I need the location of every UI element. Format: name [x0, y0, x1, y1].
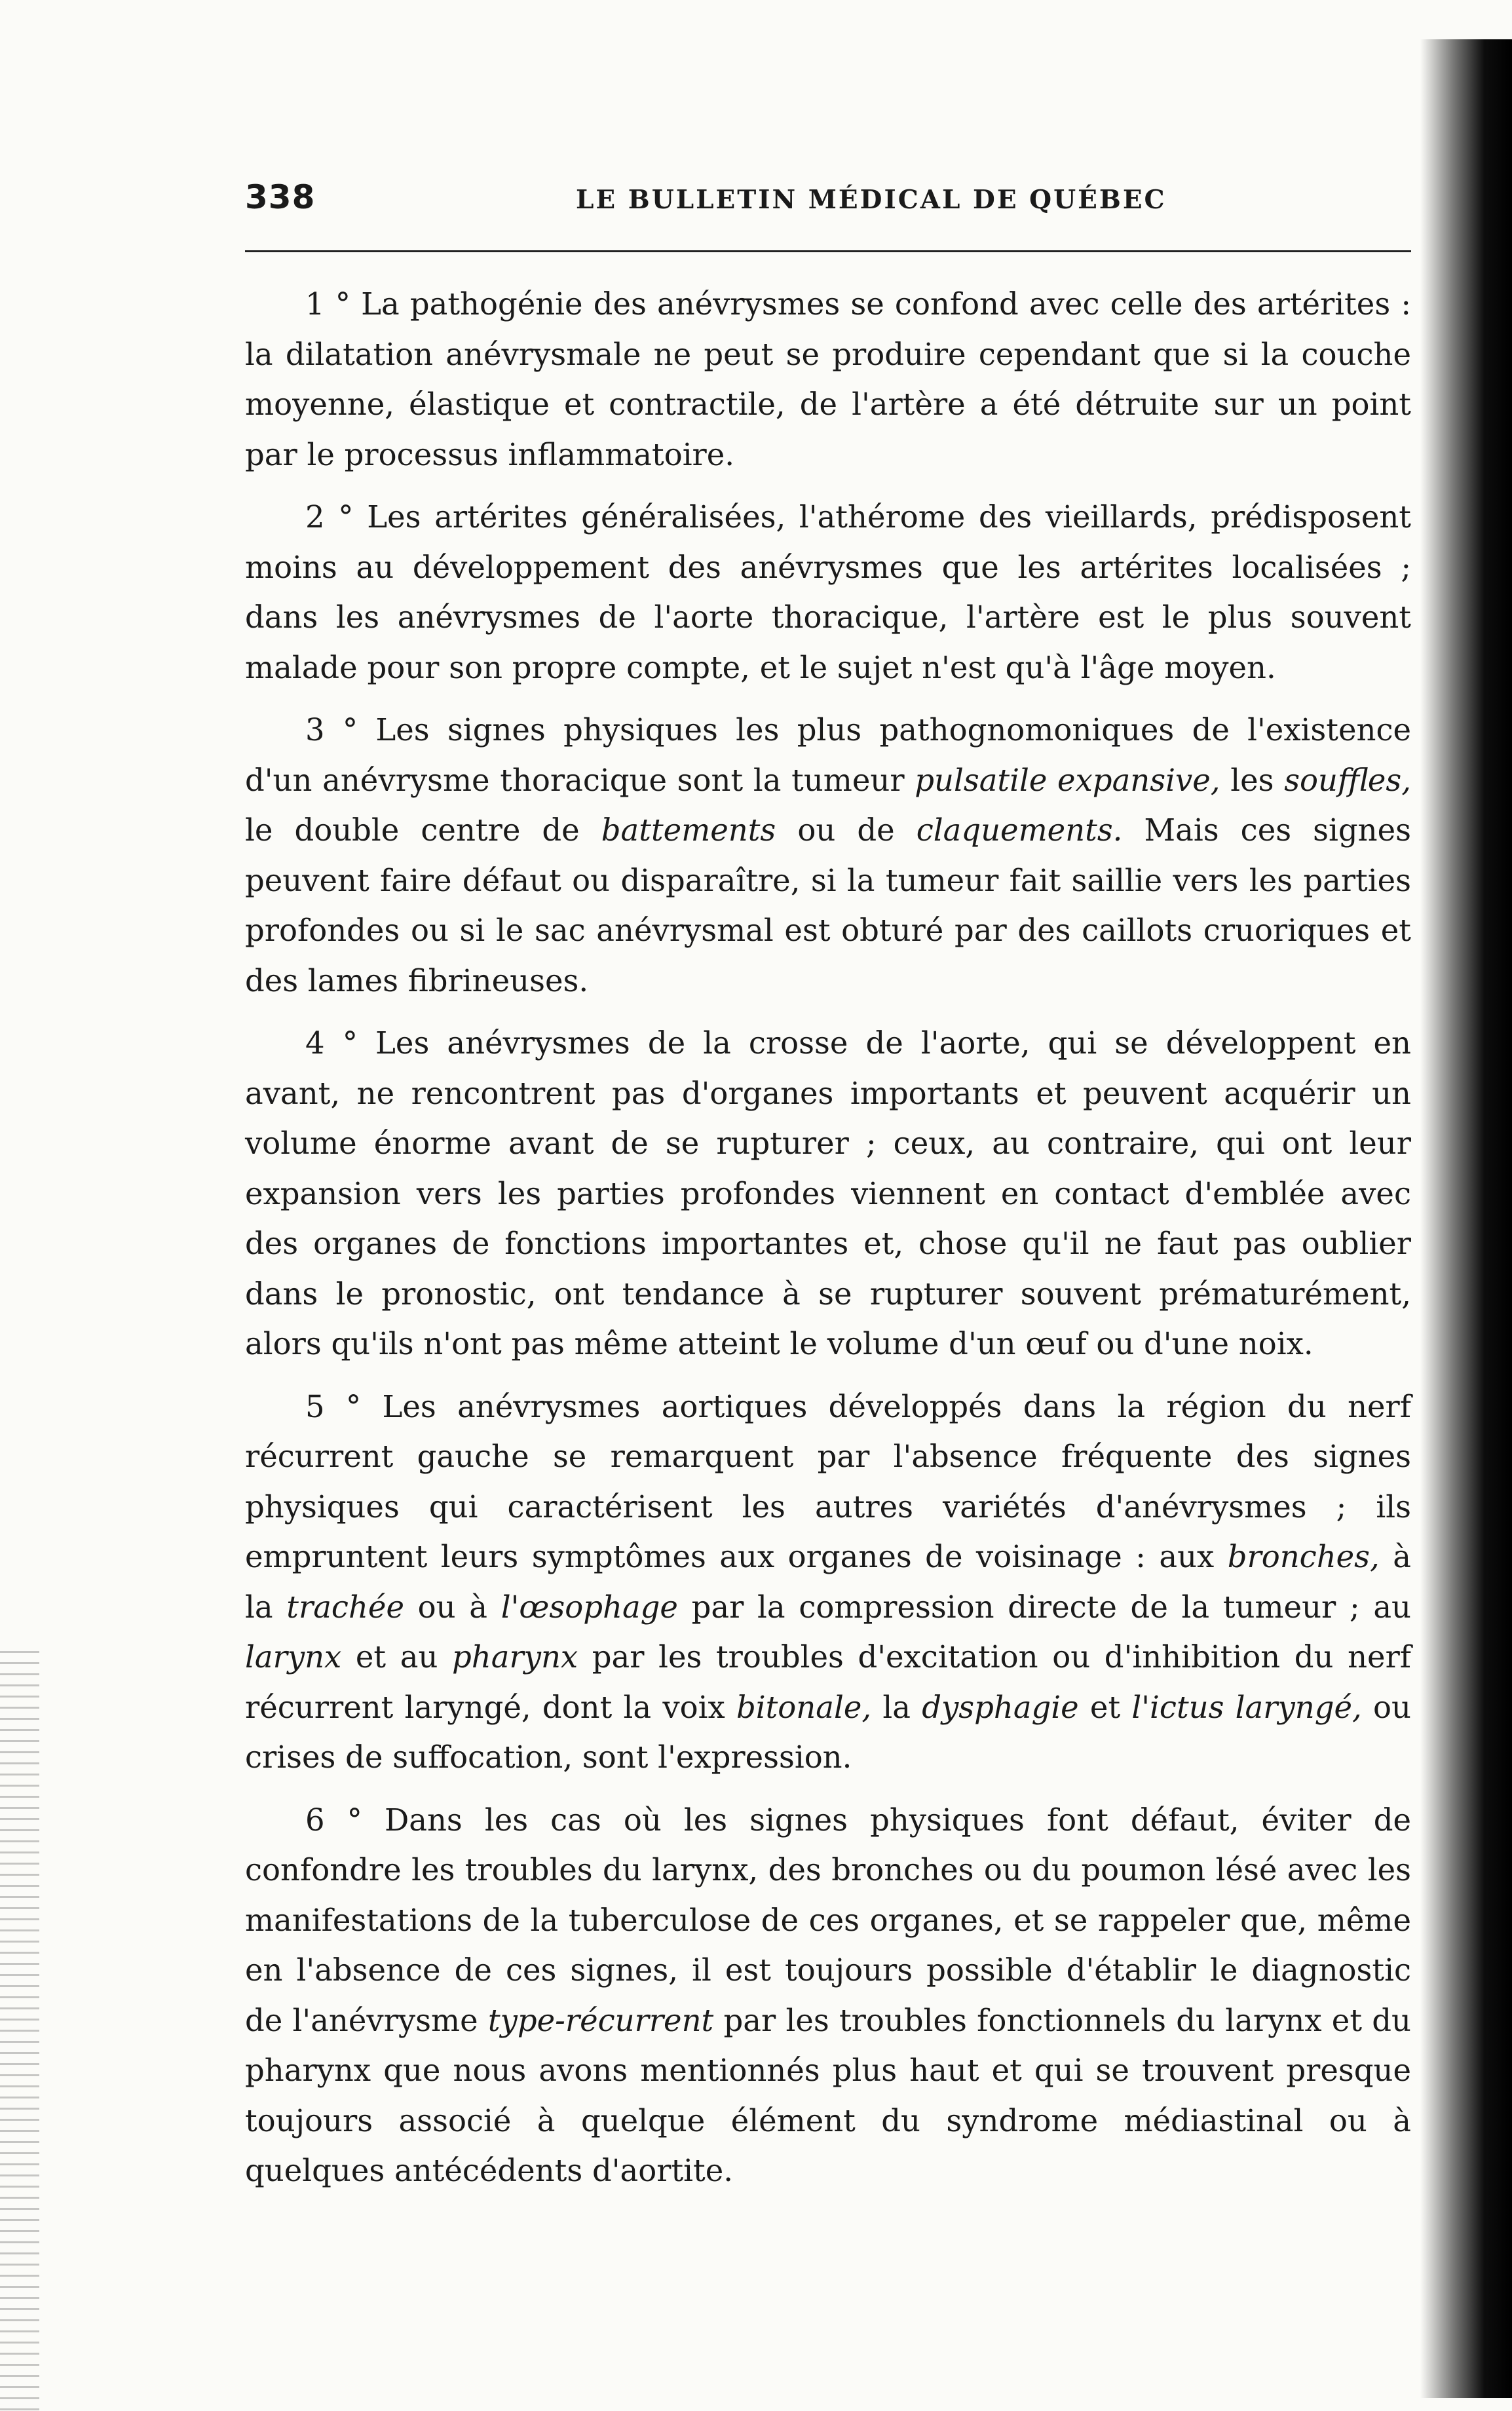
paragraph-6 [245, 1795, 1411, 2196]
paragraph-text: par la compression directe de la tumeur ; au [677, 1589, 1411, 1625]
paragraph-text: les [1220, 762, 1285, 798]
page-number: 338 [245, 178, 316, 216]
paragraph-text: ou crises de suffocation, sont l'expression. [245, 1689, 1411, 1775]
italic-term: bitonale, [736, 1689, 872, 1725]
paragraph-1 [245, 279, 1411, 480]
italic-term: battements [601, 812, 776, 848]
paragraph-text: Mais ces signes peuvent faire défaut ou disparaître, si la tumeur fait saillie vers les parties profondes ou si le sac anévrysmal est obturé par des caillots cruoriques et des lames fibrineuses. [245, 812, 1411, 998]
body-text [245, 279, 1411, 2209]
paragraph-text: 4 ° Les anévrysmes de la crosse de l'aorte, qui se développent en avant, ne rencontrent pas d'organes importants et peuvent acquérir un volume énorme avant de se rupturer ; ceux, au contraire, qui ont leur expansion vers les parties profondes viennent en contact d'emblée avec des organes de fonctions importantes et, chose qu'il ne faut pas oublier dans le pronostic, ont tendance à se rupturer souvent prématurément, alors qu'ils n'ont pas même atteint le volume d'un œuf ou d'une noix. [245, 1025, 1411, 1361]
paragraph-text: ou de [776, 812, 917, 848]
italic-term: dysphagie [922, 1689, 1079, 1725]
paragraph-text: et au [341, 1639, 453, 1675]
italic-term: claquements. [916, 812, 1123, 848]
paragraph-text: à la [245, 1539, 1411, 1625]
paragraph-text: 6 ° Dans les cas où les signes physiques font défaut, éviter de confondre les troubles du larynx, des bronches ou du poumon lésé avec les manifestations de la tuberculose de ces organes, et se rappeler que, même en l'absence de ces signes, il est toujours possible d'établir le diagnostic de l'anévrysme [245, 1802, 1411, 2038]
paragraph-text: par les troubles d'excitation ou d'inhibition du nerf récurrent laryngé, dont la voix [245, 1639, 1412, 1725]
paragraph-text: 3 ° Les signes physiques les plus pathognomoniques de l'existence d'un anévrysme thoracique sont la tumeur [245, 712, 1411, 798]
italic-term: larynx [245, 1639, 342, 1675]
paragraph-text: 1 ° La pathogénie des anévrysmes se confond avec celle des artérites : la dilatation anévrysmale ne peut se produire cependant que si la couche moyenne, élastique et contractile, de l'artère a été détruite sur un point par le processus inflammatoire. [245, 286, 1411, 472]
italic-term: bronches, [1227, 1539, 1380, 1574]
italic-term: type-récurrent [487, 2002, 714, 2038]
italic-term: l'ictus laryngé, [1131, 1689, 1362, 1725]
italic-term: souffles, [1284, 762, 1411, 798]
paragraph-5 [245, 1382, 1411, 1783]
italic-term: l'œsophage [501, 1589, 678, 1625]
paragraph-text: par les troubles fonctionnels du larynx et du pharynx que nous avons mentionnés plus haut et qui se trouvent presque toujours associé à quelque élément du syndrome médiastinal ou à quelques antécédents d'aortite. [245, 2002, 1411, 2188]
paragraph-text: et [1078, 1689, 1132, 1725]
paragraph-2 [245, 492, 1411, 693]
header-rule [245, 250, 1411, 252]
page-header [245, 178, 1411, 218]
scan-binding-shadow [1420, 39, 1512, 2398]
running-title: LE BULLETIN MÉDICAL DE QUÉBEC [576, 185, 1167, 215]
paragraph-text: 5 ° Les anévrysmes aortiques développés dans la région du nerf récurrent gauche se remarquent par l'absence fréquente des signes physiques qui caractérisent les autres variétés d'anévrysmes ; ils empruntent leurs symptômes aux organes de voisinage : aux [245, 1388, 1411, 1574]
italic-term: pulsatile expansive, [915, 762, 1220, 798]
paragraph-4 [245, 1018, 1411, 1369]
scan-edge-noise [0, 1651, 39, 2411]
paragraph-text: ou à [404, 1589, 501, 1625]
paragraph-text: 2 ° Les artérites généralisées, l'athérome des vieillards, prédisposent moins au développement des anévrysmes que les artérites localisées ; dans les anévrysmes de l'aorte thoracique, l'artère est le plus souvent malade pour son propre compte, et le sujet n'est qu'à l'âge moyen. [245, 499, 1411, 685]
italic-term: trachée [286, 1589, 404, 1625]
italic-term: pharynx [452, 1639, 578, 1675]
paragraph-text: la [871, 1689, 922, 1725]
paragraph-text: le double centre de [245, 812, 601, 848]
paragraph-3 [245, 705, 1411, 1006]
